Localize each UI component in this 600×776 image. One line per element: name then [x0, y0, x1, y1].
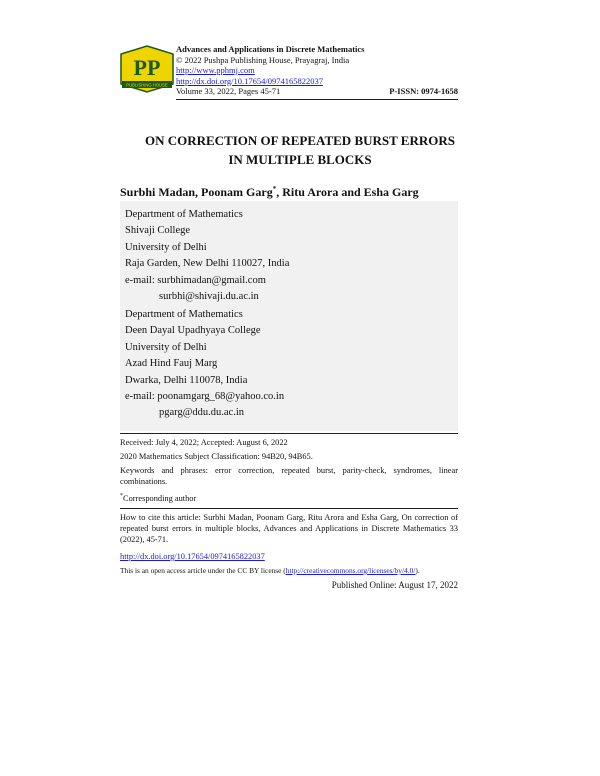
publisher-logo: [118, 44, 176, 94]
msc-line: 2020 Mathematics Subject Classification: 94B20, 94B65.: [120, 452, 313, 461]
aff2-address: Dwarka, Delhi 110078, India: [125, 374, 248, 386]
license-prefix: This is an open access article under the CC BY license (: [120, 566, 286, 575]
footnote-rule: [120, 433, 458, 434]
corresponding-note-text: Corresponding author: [123, 493, 197, 503]
aff1-address: Raja Garden, New Delhi 110027, India: [125, 258, 290, 270]
issn: P-ISSN: 0974-1658: [389, 86, 458, 96]
corresponding-note-mark: *: [120, 493, 123, 499]
aff2-email: e-mail: poonamgarg_68@yahoo.co.in: [125, 390, 285, 402]
journal-title: Advances and Applications in Discrete Mathematics: [176, 44, 365, 54]
doi-link[interactable]: http://dx.doi.org/10.17654/0974165822037: [176, 75, 323, 86]
citation-doi-link[interactable]: http://dx.doi.org/10.17654/0974165822037: [120, 552, 265, 561]
logo-banner: PUBLISHING HOUSE: [126, 82, 168, 88]
affiliation-2: [125, 307, 284, 422]
authors-part-1: Surbhi Madan, Poonam Garg: [120, 185, 273, 199]
copyright-line: © 2022 Pushpa Publishing House, Prayagraj, India: [176, 54, 350, 65]
aff1-college: Shivaji College: [125, 225, 191, 237]
citation-text: How to cite this article: Surbhi Madan, Poonam Garg, Ritu Arora and Esha Garg, On correction of repeated burst errors in multiple blocks, Advances and Applications in Discrete Mathematics 33 (2022), 45-71.: [120, 513, 458, 544]
aff1-email-2: surbhi@shivaji.du.ac.in: [159, 290, 259, 302]
citation-rule: [120, 508, 458, 509]
title-line-1: ON CORRECTION OF REPEATED BURST ERRORS: [144, 133, 455, 148]
title-line-2: IN MULTIPLE BLOCKS: [228, 152, 372, 167]
keywords-line: Keywords and phrases: error correction, repeated burst, parity-check, syndromes, linear combinations.: [120, 466, 458, 486]
license-line: [120, 565, 458, 576]
aff1-univ: University of Delhi: [125, 241, 207, 253]
logo-text: PP: [133, 55, 161, 80]
corresponding-mark: *: [272, 185, 277, 193]
authors-part-2: , Ritu Arora and Esha Garg: [276, 185, 419, 199]
corresponding-note: [120, 491, 458, 504]
received-line: Received: July 4, 2022; Accepted: August 6, 2022: [120, 438, 288, 447]
published-online: Published Online: August 17, 2022: [331, 580, 458, 590]
license-suffix: ).: [415, 566, 420, 575]
website-link[interactable]: http://www.pphmj.com: [176, 65, 255, 75]
affiliation-1: [125, 207, 289, 305]
volume-info: Volume 33, 2022, Pages 45-71: [176, 86, 281, 96]
aff2-dept: Department of Mathematics: [125, 309, 243, 320]
aff2-univ: University of Delhi: [125, 341, 207, 353]
article-title: [0, 131, 600, 169]
aff2-college: Deen Dayal Upadhyaya College: [125, 325, 261, 337]
aff1-email: e-mail: surbhimadan@gmail.com: [125, 274, 266, 286]
aff2-email-2: pgarg@ddu.du.ac.in: [159, 407, 244, 419]
aff2-street: Azad Hind Fauj Marg: [125, 358, 218, 370]
aff1-dept: Department of Mathematics: [125, 209, 243, 220]
license-link[interactable]: http://creativecommons.org/licenses/by/4.0/: [285, 566, 416, 575]
header-rule: [176, 99, 458, 100]
author-list: [120, 185, 419, 200]
